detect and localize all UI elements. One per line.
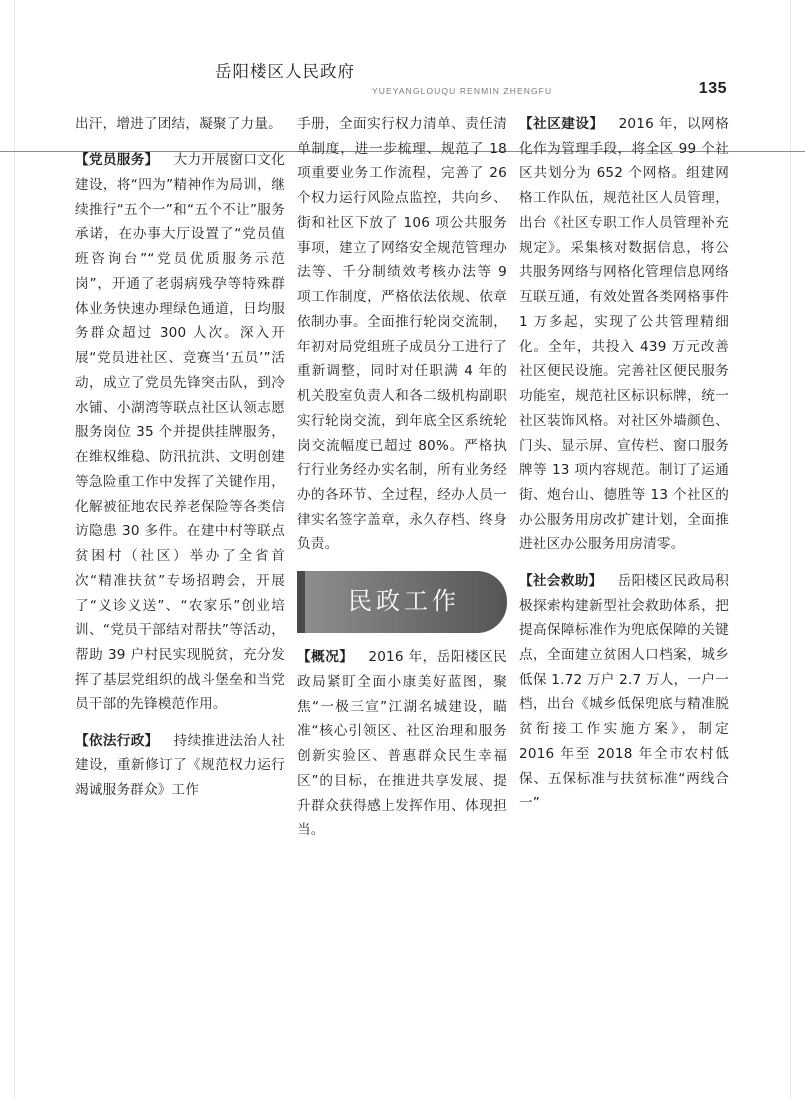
paragraph-text: 岳阳楼区民政局积极探索构建新型社会救助体系，把提高保障标准作为兜底保障的关键点，全面建立贫困人口档案，城乡低保 1.72 万户 2.7 万人，一户一档，出台《城乡低保兜底与精准脱贫衔接工作实施方案》，制定 2016 年至 2018 年全市农村低保、五保标准与扶贫标准“两线合一”: [519, 572, 729, 812]
paragraph-heading: 【概况】: [297, 649, 354, 666]
social-assistance-paragraph: [519, 569, 729, 816]
paragraph-heading: 【党员服务】: [75, 152, 159, 169]
community-construction-paragraph: [519, 112, 729, 557]
paragraph-text: 大力开展窗口文化建设，将“四为”精神作为局训，继续推行“五个一”和“五个不让”服务承诺，在办事大厅设置了“党员值班咨询台”“党员优质服务示范岗”，开通了老弱病残孕等特殊群体业务快速办理绿色通道，日均服务群众超过 300 人次。深入开展“党员进社区、竞赛当‘五员’”活动，成立了党员先锋突击队，到冷水铺、小湖湾等联点社区认领志愿服务岗位 35 个并提供挂牌服务，在维权维稳、防汛抗洪、文明创建等急险重工作中发挥了关键作用，化解被征地农民养老保险等各类信访隐患 30 多件。在建中村等联点贫困村（社区）举办了全省首次“精准扶贫”专场招聘会，开展了“义诊义送”、“农家乐”创业培训、“党员干部结对帮扶”等活动，帮助 39 户村民实现脱贫，充分发挥了基层党组织的战斗堡垒和当党员干部的先锋模范作用。: [75, 152, 285, 713]
rule-of-law-continuation-paragraph: [297, 112, 507, 557]
paragraph-heading: 【社会救助】: [519, 572, 603, 589]
page-header: [0, 58, 805, 108]
paragraph-text: 出汗，增进了团结，凝聚了力量。: [75, 116, 282, 132]
column-center: [297, 112, 507, 844]
continuation-paragraph: [75, 112, 285, 137]
overview-paragraph: [297, 645, 507, 843]
column-right: [519, 112, 729, 817]
paragraph-heading: 【依法行政】: [75, 732, 159, 749]
section-banner-label: 民政工作: [348, 587, 460, 616]
page-header-subtitle: YUEYANGLOUQU RENMIN ZHENGFU: [372, 86, 553, 96]
paragraph-text: 持续推进法治人社建设，重新修订了《规范权力运行 竭诚服务群众》工作: [75, 732, 285, 799]
section-banner: [297, 571, 507, 633]
rule-of-law-administration-paragraph: [75, 729, 285, 803]
paragraph-text: 2016 年，岳阳楼区民政局紧盯全面小康美好蓝图，聚焦“一极三宣”江湖名城建设，瞄准“核心引领区、社区治理和服务创新实验区、普惠群众民生幸福区”的目标，在推进共享发展、提升群众获得感上发挥作用、体现担当。: [297, 649, 507, 839]
column-left: [75, 112, 285, 804]
body-columns: [0, 112, 805, 1042]
paragraph-heading: 【社区建设】: [519, 116, 604, 132]
paragraph-text: 手册，全面实行权力清单、责任清单制度，进一步梳理、规范了 18 项重要业务工作流程，完善了 26 个权力运行风险点监控，共向乡、街和社区下放了 106 项公共服务事项，建立了网络安全规范管理办法等、千分制绩效考核办法等 9 项工作制度，严格依法依规、依章依制办事。全面推行轮岗交流制，年初对局党组班子成员分工进行了重新调整，同时对任职满 4 年的机关股室负责人和各二级机构副职实行轮岗交流，到年底全区系统轮岗交流幅度已超过 80%。严格执行行业务经办实名制，所有业务经办的各环节、全过程，经办人员一律实名签字盖章，永久存档、终身负责。: [297, 116, 507, 553]
paragraph-text: 2016 年，以网格化作为管理手段，将全区 99 个社区共划分为 652 个网格。组建网格工作队伍，规范社区人员管理，出台《社区专职工作人员管理补充规定》。采集核对数据信息，将公共服务网络与网格化管理信息网络互联互通，有效处置各类网格事件 1 万多起，实现了公共管理精细化。全年，共投入 439 万元改善社区便民设施。完善社区便民服务功能室，规范社区标识标牌，统一社区装饰风格。对社区外墙颜色、门头、显示屏、宣传栏、窗口服务牌等 13 项内容规范。制订了运通街、炮台山、德胜等 13 个社区的办公服务用房改扩建计划，全面推进社区办公服务用房清零。: [519, 116, 730, 553]
page-number: 135: [698, 80, 727, 97]
party-member-service-paragraph: [75, 148, 285, 717]
page-header-title: 岳阳楼区人民政府: [215, 62, 355, 81]
